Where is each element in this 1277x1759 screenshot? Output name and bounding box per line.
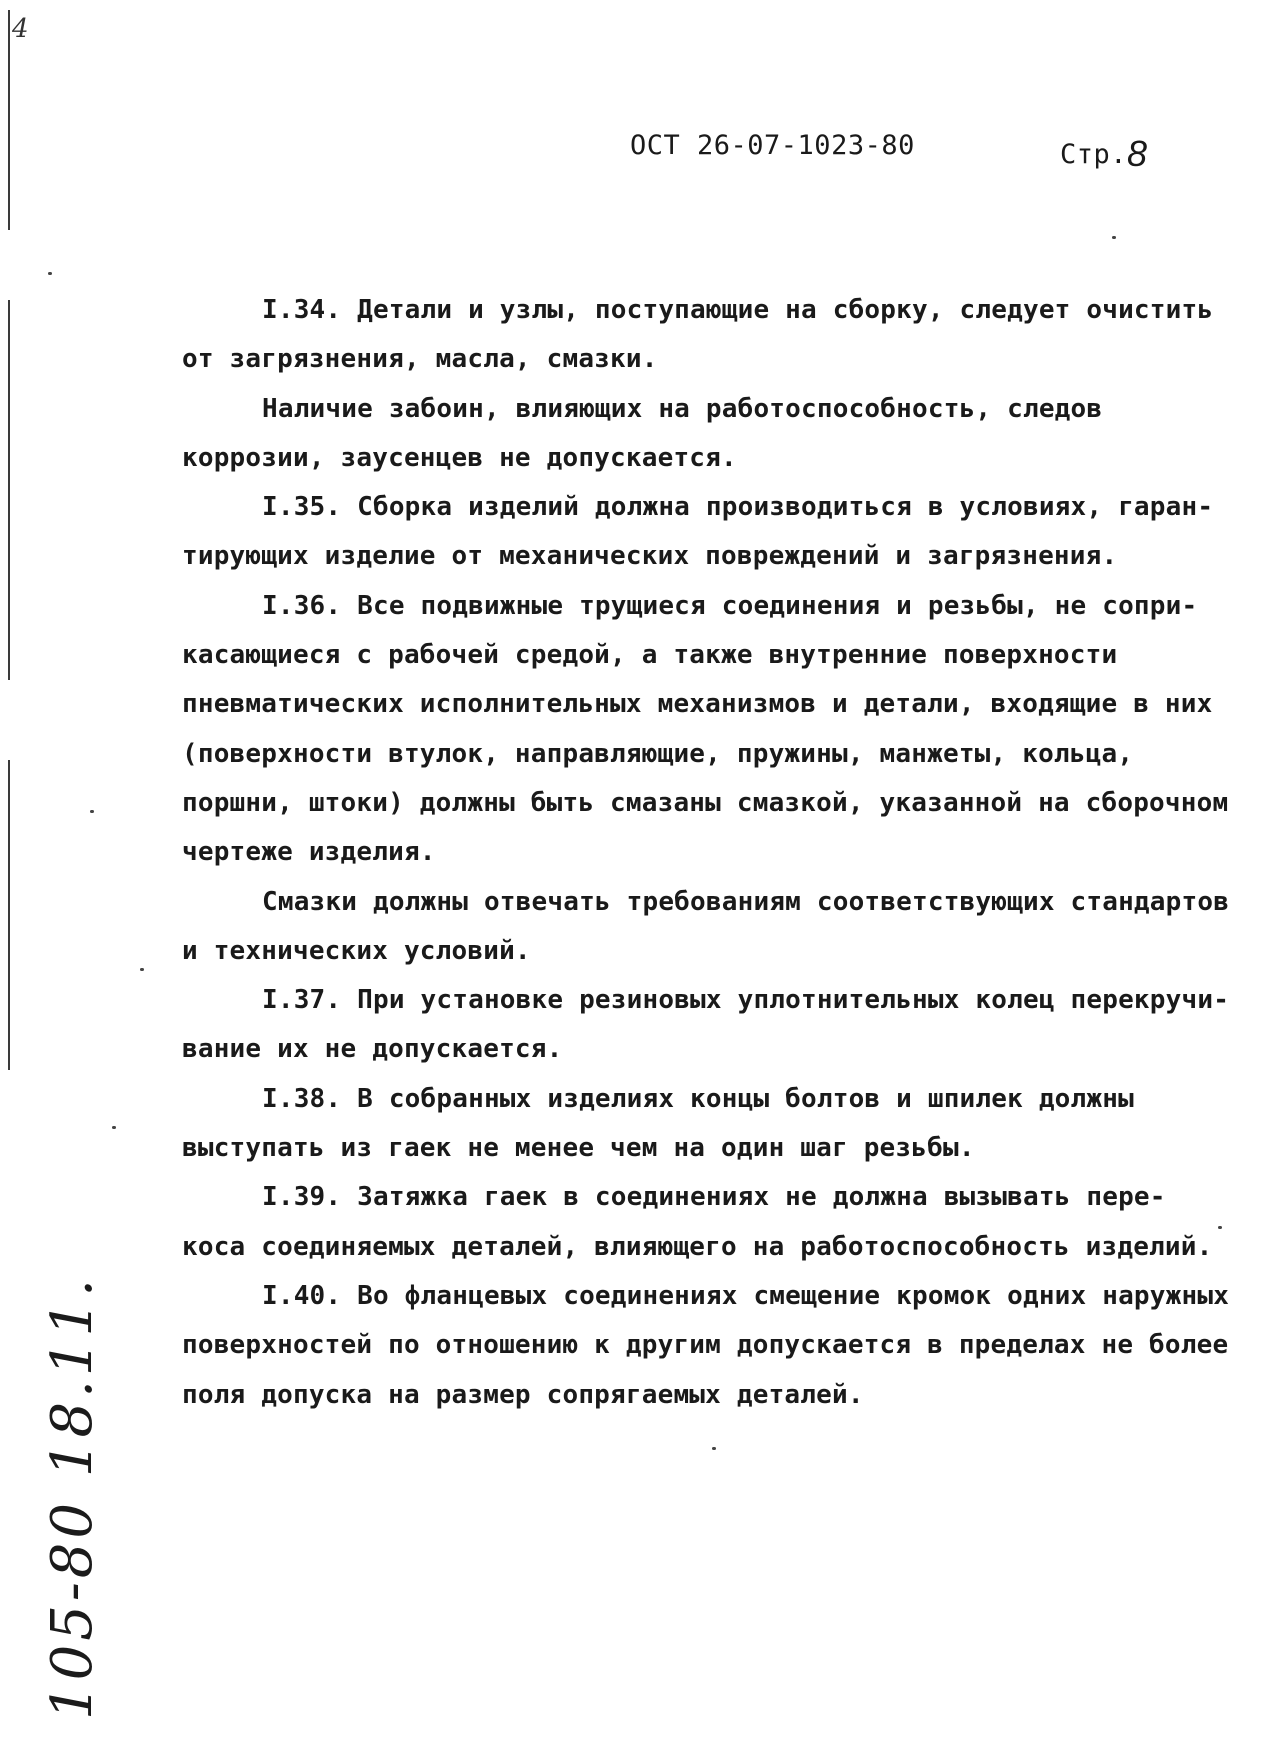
text-line: Наличие забоин, влияющих на работоспособность, следов [262,393,1103,424]
page-number: 8 [1127,133,1148,174]
page-label: Стр. [1060,139,1128,170]
text-line: (поверхности втулок, направляющие, пружины, манжеты, кольца, [182,738,1134,769]
handwritten-margin-note: 105-80 18.11. [40,1275,105,1720]
text-line: I.40. Во фланцевых соединениях смещение кромок одних наружных [262,1280,1230,1311]
standard-designation: ОСТ 26-07-1023-80 [630,130,915,161]
text-line: I.35. Сборка изделий должна производиться в условиях, гаран- [262,492,1214,523]
text-line: коса соединяемых деталей, влияющего на работоспособность изделий. [182,1231,1213,1262]
text-line: от загрязнения, масла, смазки. [182,344,658,375]
page-number-block [1060,130,1148,172]
scan-speck [1112,236,1116,239]
text-line: чертеже изделия. [182,837,436,868]
text-line: вание их не допускается. [182,1034,563,1065]
scan-speck [48,272,52,275]
scan-speck [112,1126,116,1129]
scan-speck [712,1447,716,1450]
text-line: касающиеся с рабочей средой, а также внутренние поверхности [182,640,1118,671]
text-line: выступать из гаек не менее чем на один шаг резьбы. [182,1133,975,1164]
text-line: тирующих изделие от механических повреждений и загрязнения. [182,541,1118,572]
page-header [630,130,1148,174]
text-line: I.39. Затяжка гаек в соединениях не должна вызывать пере- [262,1182,1166,1213]
text-line: коррозии, заусенцев не допускается. [182,442,737,473]
text-line: поверхностей по отношению к другим допускается в пределах не более [182,1330,1229,1361]
text-line: I.38. В собранных изделиях концы болтов и шпилек должны [262,1083,1134,1114]
text-line: I.37. При установке резиновых уплотнительных колец перекручи- [262,985,1230,1016]
scan-speck [90,810,94,813]
text-line: и технических условий. [182,935,531,966]
document-body [182,286,1230,1420]
corner-handwritten-mark: 4 [12,14,29,44]
scan-speck [140,968,144,971]
text-line: I.36. Все подвижные трущиеся соединения и резьбы, не сопри- [262,590,1198,621]
text-line: I.34. Детали и узлы, поступающие на сборку, следует очистить [262,295,1214,325]
text-line: пневматических исполнительных механизмов и детали, входящие в них [182,689,1213,720]
text-line: Смазки должны отвечать требованиям соответствующих стандартов [262,886,1230,917]
text-line: поля допуска на размер сопрягаемых деталей. [182,1379,864,1410]
scan-speck [1218,1226,1222,1229]
binding-edge-line [8,760,10,1070]
binding-edge-line [8,300,10,680]
text-line: поршни, штоки) должны быть смазаны смазкой, указанной на сборочном [182,787,1229,818]
binding-edge-line [8,10,10,230]
